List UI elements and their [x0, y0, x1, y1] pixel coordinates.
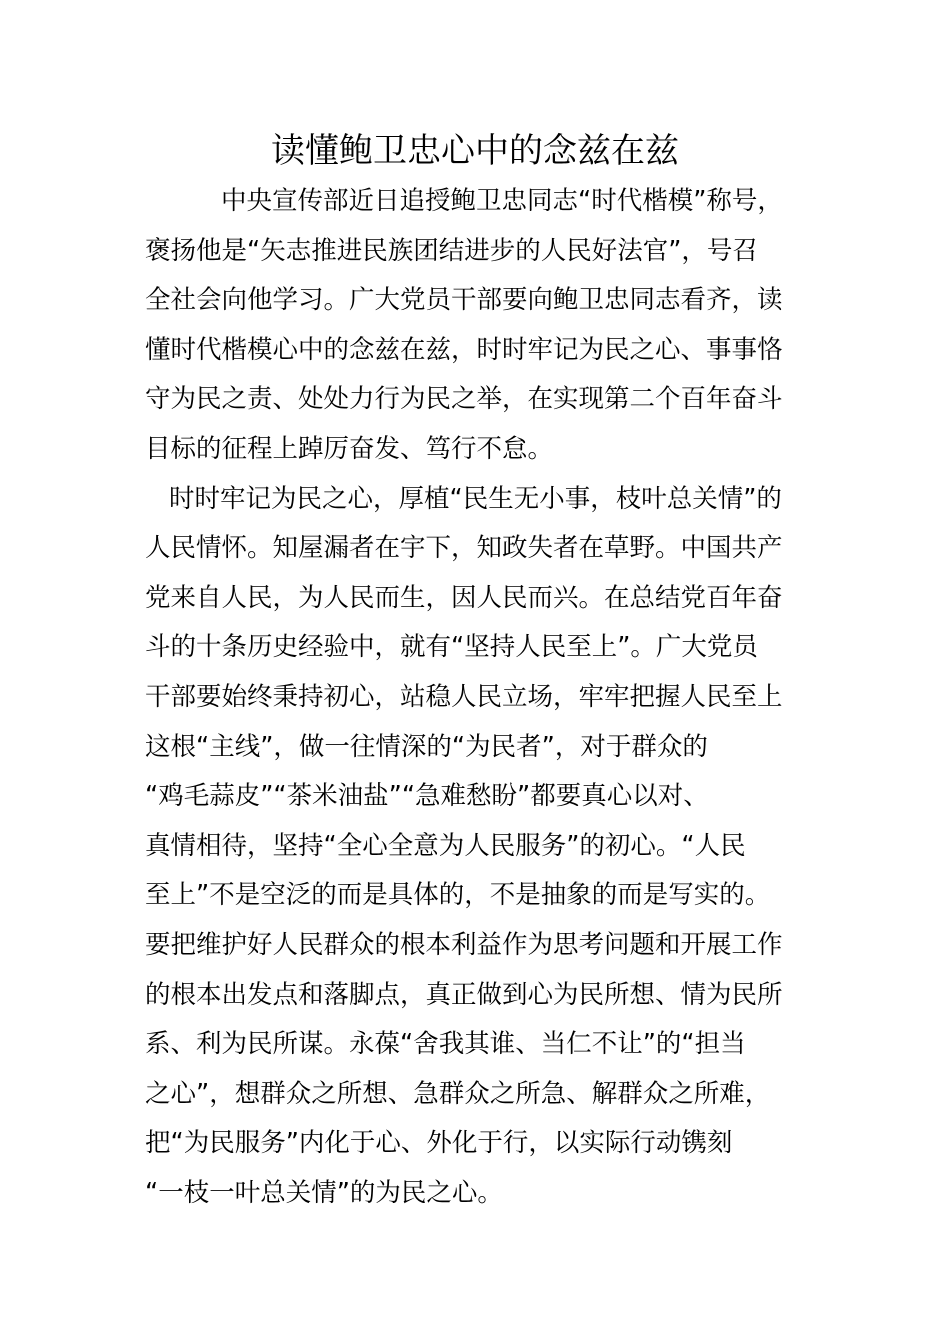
- text-line: 褒扬他是“矢志推进民族团结进步的人民好法官”，号召: [145, 235, 758, 266]
- text-line: 这根“主线”，做一往情深的“为民者”，对于群众的: [145, 731, 708, 762]
- text-line: 干部要始终秉持初心，站稳人民立场，牢牢把握人民至上: [145, 681, 783, 712]
- text-line: 至上”不是空泛的而是具体的，不是抽象的而是写实的。: [145, 880, 771, 911]
- text-line: 人民情怀。知屋漏者在宇下，知政失者在草野。中国共产: [145, 533, 783, 564]
- text-line: 系、利为民所谋。永葆“舍我其谁、当仁不让”的“担当: [145, 1029, 746, 1060]
- text-line: 目标的征程上踔厉奋发、笃行不怠。: [145, 433, 554, 464]
- text-line: 守为民之责、处处力行为民之举，在实现第二个百年奋斗: [145, 384, 783, 415]
- text-line: 斗的十条历史经验中，就有“坚持人民至上”。广大党员: [145, 632, 758, 663]
- paragraph-1: [145, 177, 815, 475]
- text-line: 全社会向他学习。广大党员干部要向鲍卫忠同志看齐，读: [145, 285, 783, 316]
- paragraph-2: [145, 475, 815, 1219]
- text-line: 真情相待，坚持“全心全意为人民服务”的初心。“人民: [145, 830, 746, 861]
- text-line: 党来自人民，为人民而生，因人民而兴。在总结党百年奋: [145, 582, 783, 613]
- text-line: 把“为民服务”内化于心、外化于行，以实际行动镌刻: [145, 1128, 733, 1159]
- text-line: 的根本出发点和落脚点，真正做到心为民所想、情为民所: [145, 979, 783, 1010]
- text-line: 中央宣传部近日追授鲍卫忠同志“时代楷模”称号，: [221, 186, 783, 216]
- document-title: 读懂鲍卫忠心中的念兹在兹: [271, 131, 679, 171]
- document-body: [145, 177, 815, 1218]
- text-line: 懂时代楷模心中的念兹在兹，时时牢记为民之心、事事恪: [145, 334, 783, 365]
- text-line: “鸡毛蒜皮”“茶米油盐”“急难愁盼”都要真心以对、: [145, 781, 709, 812]
- text-line: 要把维护好人民群众的根本利益作为思考问题和开展工作: [145, 929, 783, 960]
- text-line: 时时牢记为民之心，厚植“民生无小事，枝叶总关情”的: [169, 483, 782, 514]
- text-line: “一枝一叶总关情”的为民之心。: [145, 1177, 503, 1208]
- text-line: 之心”，想群众之所想、急群众之所急、解群众之所难，: [145, 1078, 771, 1109]
